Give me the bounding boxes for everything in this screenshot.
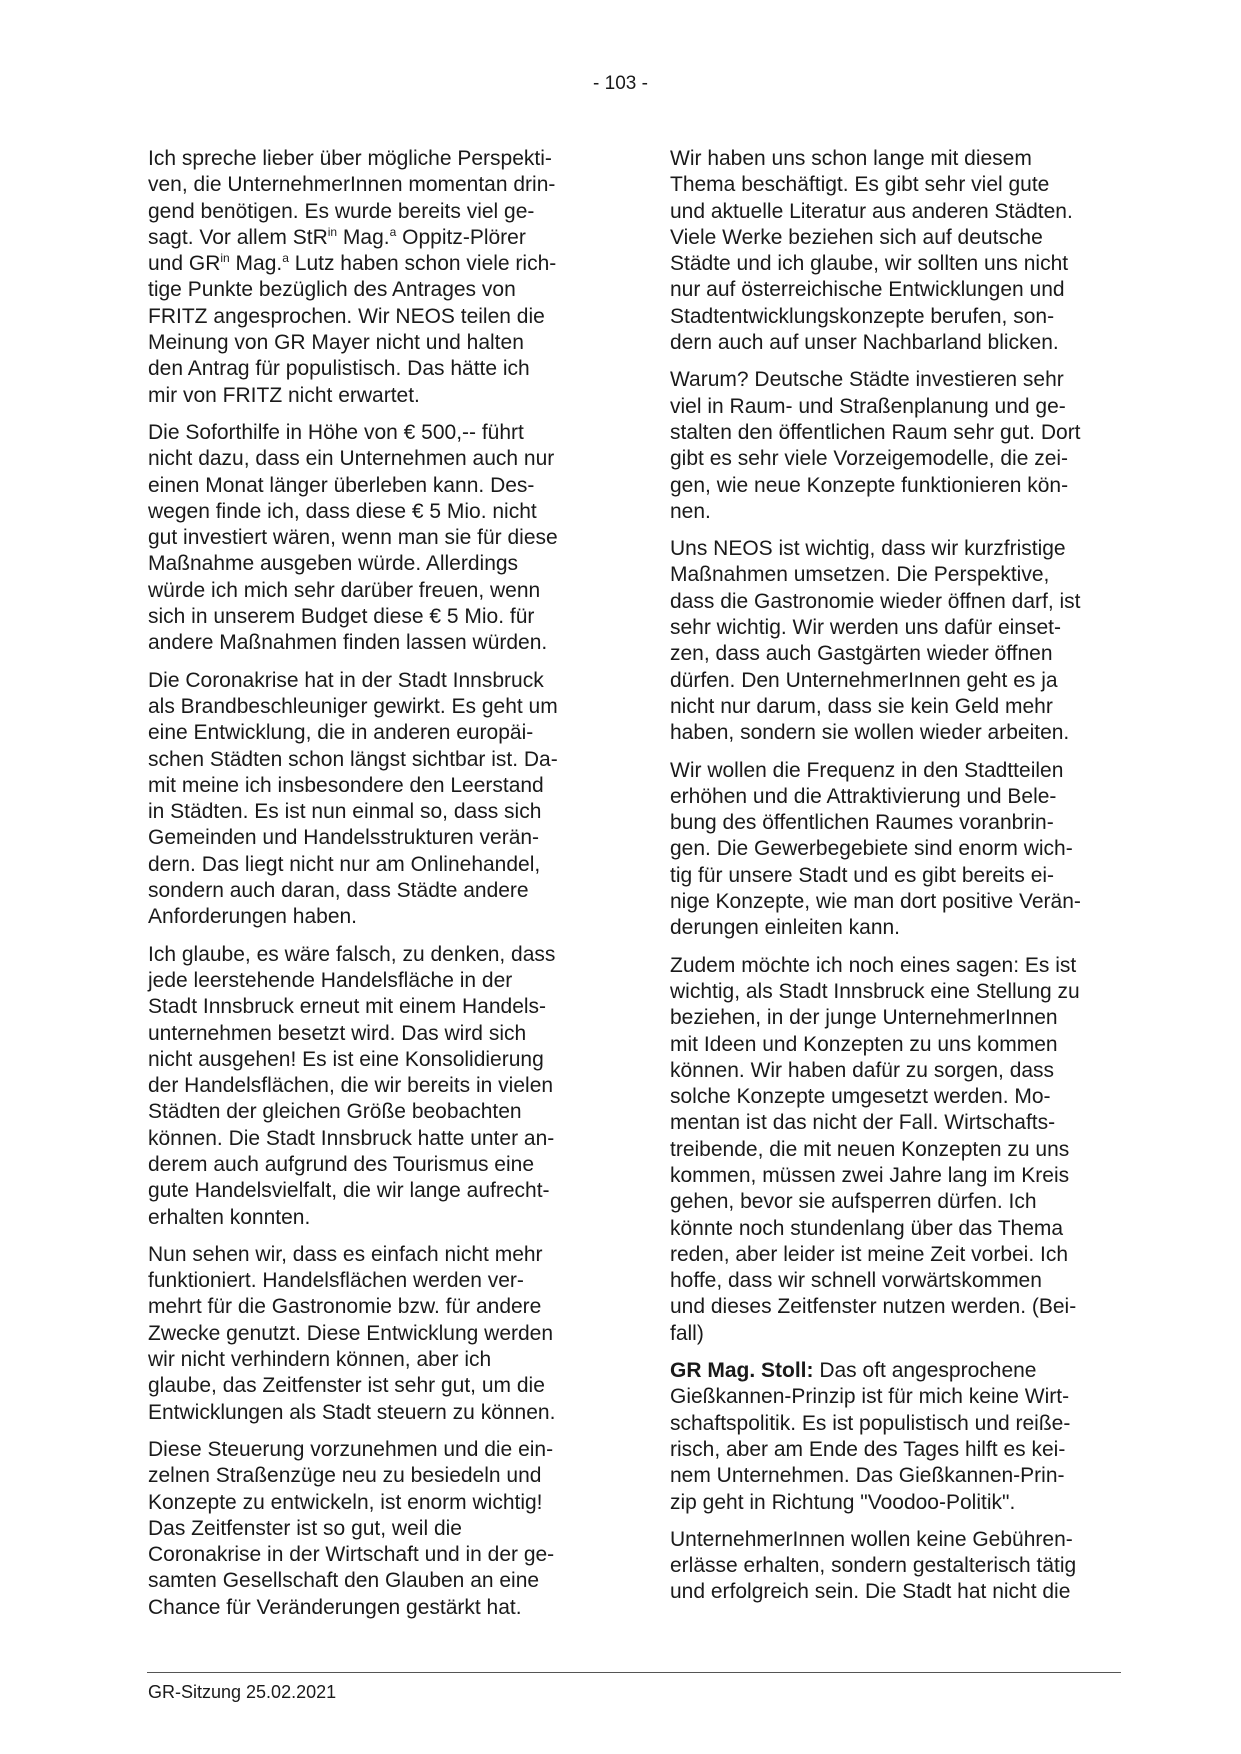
text-line: risch, aber am Ende des Tages hilft es kei- xyxy=(670,1437,1066,1461)
text-line: erhalten konnten. xyxy=(148,1205,311,1229)
paragraph xyxy=(148,1437,600,1621)
text-line: als Brandbeschleuniger gewirkt. Es geht um xyxy=(148,694,558,718)
text-line: Nun sehen wir, dass es einfach nicht mehr xyxy=(148,1242,543,1266)
text-line: Zudem möchte ich noch eines sagen: Es ist xyxy=(670,953,1077,977)
text-line: haben, sondern sie wollen wieder arbeiten. xyxy=(670,721,1070,745)
text-line: Städte und ich glaube, wir sollten uns nicht xyxy=(670,252,1069,276)
text-line: dern. Das liegt nicht nur am Onlinehandel, xyxy=(148,852,541,876)
paragraph xyxy=(148,420,600,657)
text-line: tig für unsere Stadt und es gibt bereits ei- xyxy=(670,863,1055,887)
text-line: nen. xyxy=(670,499,711,523)
text-line: nicht ausgehen! Es ist eine Konsolidierung xyxy=(148,1047,544,1071)
text-line: erhöhen und die Attraktivierung und Bele- xyxy=(670,784,1057,808)
text-line: Zwecke genutzt. Diese Entwicklung werden xyxy=(148,1321,554,1345)
text-line: schen Städten schon längst sichtbar ist. Da- xyxy=(148,747,558,771)
text-line: tige Punkte bezüglich des Antrages von xyxy=(148,278,516,302)
footer-divider xyxy=(147,1672,1121,1673)
text-line: in Städten. Es ist nun einmal so, dass sich xyxy=(148,800,542,824)
footer-session-date: GR-Sitzung 25.02.2021 xyxy=(148,1682,337,1702)
text-line: und aktuelle Literatur aus anderen Städten. xyxy=(670,199,1073,223)
text-line: und dieses Zeitfenster nutzen werden. (Bei- xyxy=(670,1295,1077,1319)
text-line: nur auf österreichische Entwicklungen und xyxy=(670,278,1065,302)
text-line: Stadt Innsbruck erneut mit einem Handels- xyxy=(148,995,547,1019)
text-line: Maßnahme ausgeben würde. Allerdings xyxy=(148,552,519,576)
paragraph xyxy=(148,942,600,1231)
text-line: mit Ideen und Konzepten zu uns kommen xyxy=(670,1032,1058,1056)
text-line: zelnen Straßenzüge neu zu besiedeln und xyxy=(148,1464,542,1488)
text-line: ven, die UnternehmerInnen momentan drin- xyxy=(148,173,556,197)
text-line: erlässe erhalten, sondern gestalterisch tätig xyxy=(670,1554,1077,1578)
text-line: Meinung von GR Mayer nicht und halten xyxy=(148,331,524,355)
text-line: FRITZ angesprochen. Wir NEOS teilen die xyxy=(148,304,545,328)
text-line: Wir haben uns schon lange mit diesem xyxy=(670,147,1032,170)
text-line: fall) xyxy=(670,1321,704,1345)
text-line: Chance für Veränderungen gestärkt hat. xyxy=(148,1595,522,1619)
text-line: GR Mag. Stoll: Das oft angesprochene xyxy=(670,1359,1037,1383)
text-line: mentan ist das nicht der Fall. Wirtschafts- xyxy=(670,1111,1056,1135)
paragraph xyxy=(670,536,1122,746)
text-line: Gießkannen-Prinzip ist für mich keine Wirt- xyxy=(670,1385,1070,1409)
text-line: Städten der gleichen Größe beobachten xyxy=(148,1100,522,1124)
text-line: gibt es sehr viele Vorzeigemodelle, die zei- xyxy=(670,447,1069,471)
text-line: sehr wichtig. Wir werden uns dafür einset- xyxy=(670,616,1061,640)
text-line: nem Unternehmen. Das Gießkannen-Prin- xyxy=(670,1464,1065,1488)
text-line: Ich spreche lieber über mögliche Perspekti- xyxy=(148,147,552,170)
text-line: Coronakrise in der Wirtschaft und in der ge- xyxy=(148,1543,555,1567)
paragraph xyxy=(148,146,600,409)
text-line: und erfolgreich sein. Die Stadt hat nicht die xyxy=(670,1580,1071,1604)
text-line: sondern auch daran, dass Städte andere xyxy=(148,879,529,903)
text-line: Viele Werke beziehen sich auf deutsche xyxy=(670,225,1043,249)
text-line: kommen, müssen zwei Jahre lang im Kreis xyxy=(670,1163,1070,1187)
text-line: beziehen, in der junge UnternehmerInnen xyxy=(670,1006,1058,1030)
text-line: derungen einleiten kann. xyxy=(670,916,901,940)
text-line: funktioniert. Handelsflächen werden ver- xyxy=(148,1269,524,1293)
text-line: samten Gesellschaft den Glauben an eine xyxy=(148,1569,540,1593)
text-line: treibende, die mit neuen Konzepten zu uns xyxy=(670,1137,1070,1161)
text-line: Uns NEOS ist wichtig, dass wir kurzfristige xyxy=(670,537,1066,561)
text-line: dern auch auf unser Nachbarland blicken. xyxy=(670,331,1059,355)
text-line: Konzepte zu entwickeln, ist enorm wichtig! xyxy=(148,1490,543,1514)
text-line: Die Coronakrise hat in der Stadt Innsbruck xyxy=(148,668,544,692)
page-number: - 103 - xyxy=(593,73,648,94)
text-line: und $GR^{in}$ Mag.$^a$ Lutz haben schon viele rich- xyxy=(148,251,557,276)
text-line: gut investiert wären, wenn man sie für diese xyxy=(148,526,558,550)
text-line: würde ich mich sehr darüber freuen, wenn xyxy=(148,578,541,602)
text-line: Entwicklungen als Stadt steuern zu können. xyxy=(148,1400,556,1424)
text-line: Anforderungen haben. xyxy=(148,905,358,929)
text-line: wir nicht verhindern können, aber ich xyxy=(148,1348,492,1372)
text-line: zen, dass auch Gastgärten wieder öffnen xyxy=(670,642,1053,666)
text-line: wegen finde ich, dass diese € 5 Mio. nicht xyxy=(148,499,537,523)
text-line: einen Monat länger überleben kann. Des- xyxy=(148,473,535,497)
text-line: sich in unserem Budget diese € 5 Mio. für xyxy=(148,605,535,629)
text-line: nige Konzepte, wie man dort positive Verän- xyxy=(670,890,1081,914)
text-line: solche Konzepte umgesetzt werden. Mo- xyxy=(670,1085,1051,1109)
text-line: Stadtentwicklungskonzepte berufen, son- xyxy=(670,304,1055,328)
text-line: mir von FRITZ nicht erwartet. xyxy=(148,383,420,407)
text-line: schaftspolitik. Es ist populistisch und reiße- xyxy=(670,1411,1071,1435)
text-line: reden, aber leider ist meine Zeit vorbei. Ich xyxy=(670,1242,1069,1266)
paragraph xyxy=(670,758,1122,942)
paragraph xyxy=(670,367,1122,525)
paragraph xyxy=(670,953,1122,1347)
text-line: Maßnahmen umsetzen. Die Perspektive, xyxy=(670,563,1050,587)
text-line: viel in Raum- und Straßenplanung und ge- xyxy=(670,394,1066,418)
text-line: können. Die Stadt Innsbruck hatte unter an- xyxy=(148,1126,555,1150)
text-line: mehrt für die Gastronomie bzw. für andere xyxy=(148,1295,542,1319)
text-line: dürfen. Den UnternehmerInnen geht es ja xyxy=(670,668,1058,692)
text-line: zip geht in Richtung "Voodoo-Politik". xyxy=(670,1490,1016,1514)
text-line: unternehmen besetzt wird. Das wird sich xyxy=(148,1021,527,1045)
paragraph xyxy=(670,1527,1122,1606)
text-line: nicht dazu, dass ein Unternehmen auch nur xyxy=(148,447,555,471)
text-line: gend benötigen. Es wurde bereits viel ge- xyxy=(148,199,535,223)
paragraph xyxy=(670,146,1122,356)
text-line: den Antrag für populistisch. Das hätte ich xyxy=(148,357,530,381)
text-line: gute Handelsvielfalt, die wir lange aufrecht- xyxy=(148,1179,550,1203)
text-line: Die Soforthilfe in Höhe von € 500,-- führt xyxy=(148,420,524,444)
text-line: eine Entwicklung, die in anderen europäi- xyxy=(148,721,534,745)
text-line: jede leerstehende Handelsfläche in der xyxy=(148,968,513,992)
text-line: können. Wir haben dafür zu sorgen, dass xyxy=(670,1058,1055,1082)
text-line: Warum? Deutsche Städte investieren sehr xyxy=(670,368,1064,392)
text-line: hoffe, dass wir schnell vorwärtskommen xyxy=(670,1269,1042,1293)
text-line: dass die Gastronomie wieder öffnen darf, ist xyxy=(670,589,1081,613)
text-line: könnte noch stundenlang über das Thema xyxy=(670,1216,1064,1240)
text-line: bung des öffentlichen Raumes voranbrin- xyxy=(670,811,1054,835)
text-line: gen. Die Gewerbegebiete sind enorm wich- xyxy=(670,837,1073,861)
text-line: Wir wollen die Frequenz in den Stadtteilen xyxy=(670,758,1064,782)
paragraph xyxy=(670,1358,1122,1516)
paragraph xyxy=(148,668,600,931)
text-line: Ich glaube, es wäre falsch, zu denken, dass xyxy=(148,942,556,966)
text-line: Das Zeitfenster ist so gut, weil die xyxy=(148,1516,462,1540)
text-line: stalten den öffentlichen Raum sehr gut. Dort xyxy=(670,420,1081,444)
text-line: Diese Steuerung vorzunehmen und die ein- xyxy=(148,1437,554,1461)
text-line: gehen, bevor sie aufsperren dürfen. Ich xyxy=(670,1190,1037,1214)
text-line: wichtig, als Stadt Innsbruck eine Stellung zu xyxy=(670,979,1080,1003)
paragraph xyxy=(148,1242,600,1426)
text-line: gen, wie neue Konzepte funktionieren kön- xyxy=(670,473,1069,497)
right-column xyxy=(670,146,1122,1617)
text-line: Gemeinden und Handelsstrukturen verän- xyxy=(148,826,540,850)
text-line: derem auch aufgrund des Tourismus eine xyxy=(148,1152,535,1176)
left-column xyxy=(148,146,600,1632)
text-line: mit meine ich insbesondere den Leerstand xyxy=(148,773,544,797)
text-line: sagt. Vor allem StR$^{in}$ Mag.$^a$ Oppitz-Plörer xyxy=(148,224,526,249)
text-line: der Handelsflächen, die wir bereits in vielen xyxy=(148,1074,554,1098)
text-line: andere Maßnahmen finden lassen würden. xyxy=(148,631,548,655)
text-line: UnternehmerInnen wollen keine Gebühren- xyxy=(670,1527,1073,1551)
text-line: glaube, das Zeitfenster ist sehr gut, um die xyxy=(148,1374,545,1398)
text-line: Thema beschäftigt. Es gibt sehr viel gute xyxy=(670,173,1050,197)
text-line: nicht nur darum, dass sie kein Geld mehr xyxy=(670,694,1053,718)
